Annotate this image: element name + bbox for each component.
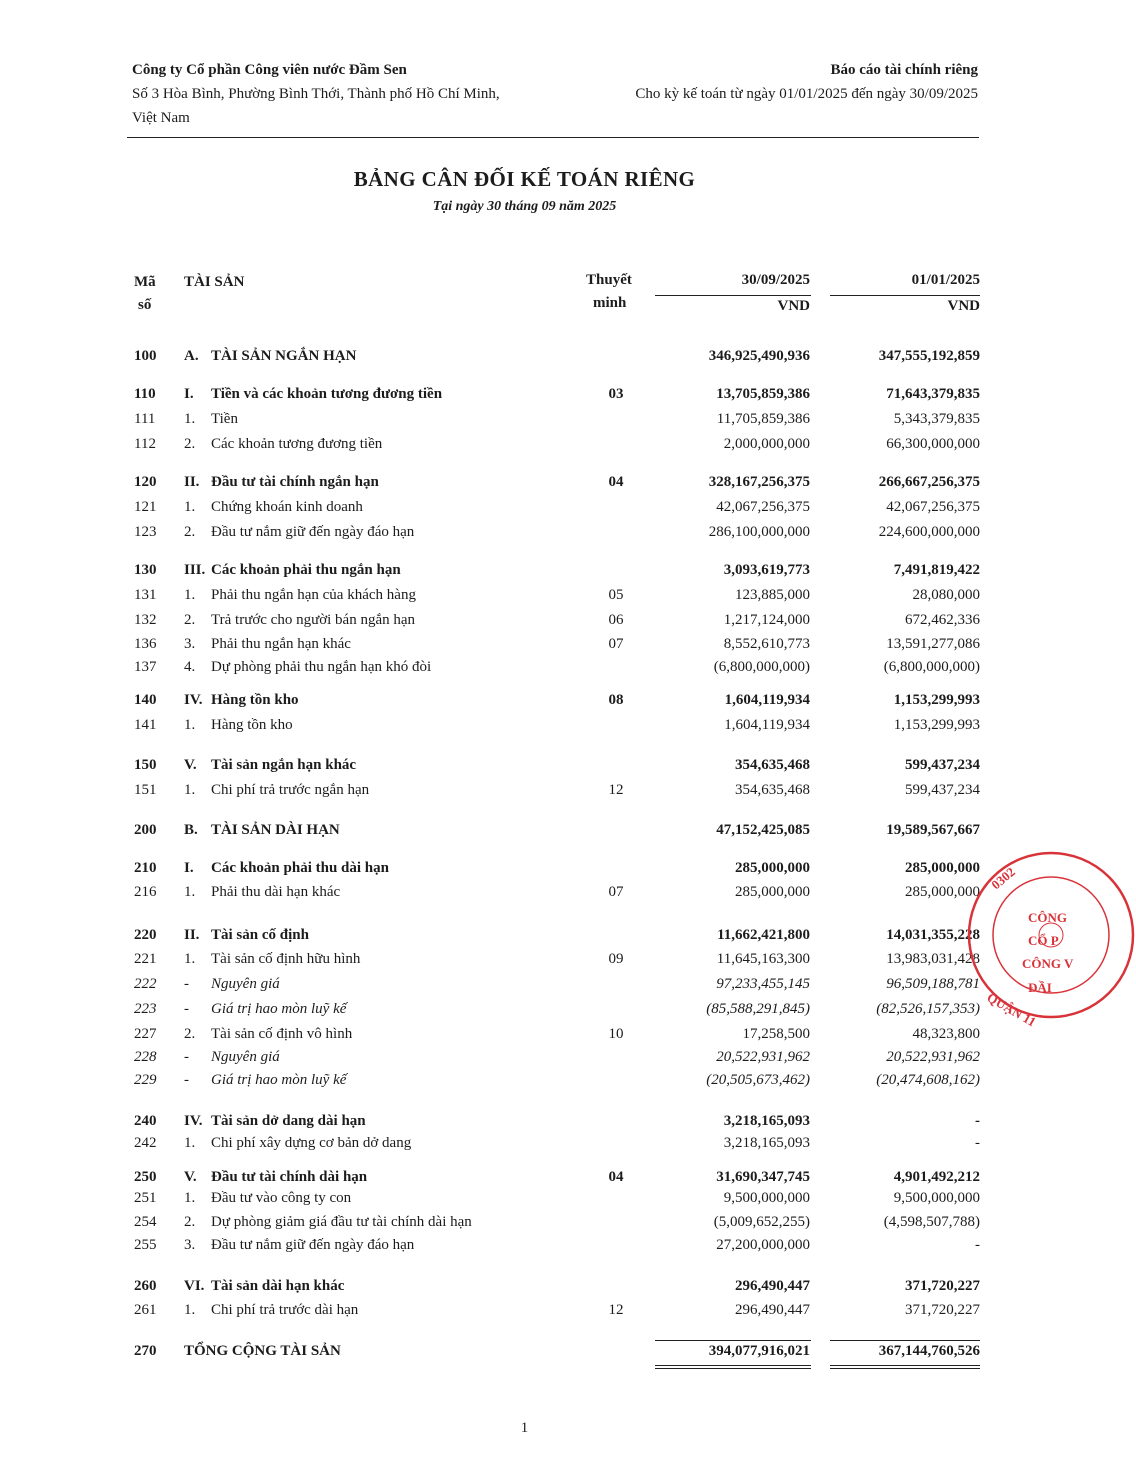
row-code: 255 bbox=[134, 1237, 157, 1253]
total-top-rule-2 bbox=[830, 1340, 980, 1341]
row-code: 254 bbox=[134, 1214, 157, 1230]
row-label: Đầu tư tài chính dài hạn bbox=[211, 1169, 368, 1185]
row-value-period1: 27,200,000,000 bbox=[716, 1237, 810, 1253]
row-value-period1: 11,662,421,800 bbox=[717, 927, 810, 943]
row-code: 130 bbox=[134, 562, 157, 578]
row-code: 141 bbox=[134, 717, 157, 733]
row-label: Dự phòng giảm giá đầu tư tài chính dài hạn bbox=[211, 1214, 472, 1230]
row-index: 1. bbox=[184, 1190, 196, 1206]
table-row bbox=[0, 1299, 1049, 1321]
total-double-rule-2a bbox=[830, 1365, 980, 1366]
table-row bbox=[0, 1132, 1049, 1154]
header-divider bbox=[127, 137, 979, 138]
row-code: 220 bbox=[134, 927, 157, 943]
row-index: 1. bbox=[184, 717, 196, 733]
table-row bbox=[0, 1166, 1049, 1188]
row-index: 4. bbox=[184, 659, 196, 675]
table-row bbox=[0, 656, 1049, 678]
report-type: Báo cáo tài chính riêng bbox=[830, 62, 978, 78]
col-assets-header: TÀI SẢN bbox=[184, 274, 245, 290]
total-top-rule-1 bbox=[655, 1340, 811, 1341]
row-code: 222 bbox=[134, 976, 157, 992]
row-index: 1. bbox=[184, 884, 196, 900]
row-code: 251 bbox=[134, 1190, 157, 1206]
row-value-period1: 285,000,000 bbox=[735, 860, 810, 876]
row-label: TÀI SẢN DÀI HẠN bbox=[211, 822, 340, 838]
row-note: 06 bbox=[608, 612, 624, 628]
row-value-period2: 347,555,192,859 bbox=[878, 348, 980, 364]
table-row bbox=[0, 1275, 1049, 1297]
row-index: 1. bbox=[184, 499, 196, 515]
row-value-period1: 8,552,610,773 bbox=[723, 636, 810, 652]
row-note: 12 bbox=[608, 782, 624, 798]
table-row bbox=[0, 924, 1049, 946]
col-code-header-line2: số bbox=[138, 297, 152, 313]
stamp-text-fragment: CÔNG bbox=[1028, 910, 1067, 925]
row-index: 1. bbox=[184, 951, 196, 967]
row-value-period1: 286,100,000,000 bbox=[708, 524, 810, 540]
row-label: Các khoản tương đương tiền bbox=[211, 436, 383, 452]
table-row bbox=[0, 714, 1049, 736]
row-label: Các khoản phải thu ngắn hạn bbox=[211, 562, 401, 578]
row-value-period2: 71,643,379,835 bbox=[886, 386, 980, 402]
row-value-period2: 371,720,227 bbox=[905, 1278, 980, 1294]
table-row bbox=[0, 1069, 1049, 1091]
total-double-rule-2b bbox=[830, 1368, 980, 1369]
row-value-period1: 9,500,000,000 bbox=[723, 1190, 810, 1206]
table-row bbox=[0, 1110, 1049, 1132]
row-value-period2: 599,437,234 bbox=[905, 757, 980, 773]
row-note: 07 bbox=[608, 884, 624, 900]
row-code: 240 bbox=[134, 1113, 157, 1129]
row-label: Đầu tư vào công ty con bbox=[211, 1190, 352, 1206]
row-note: 04 bbox=[608, 474, 624, 490]
table-row bbox=[0, 609, 1049, 631]
table-row bbox=[0, 973, 1049, 995]
row-value-period1: 328,167,256,375 bbox=[708, 474, 810, 490]
row-value-period1: 123,885,000 bbox=[735, 587, 810, 603]
row-value-period2: 96,509,188,781 bbox=[886, 976, 980, 992]
row-value-period1: 1,604,119,934 bbox=[724, 692, 810, 708]
table-row bbox=[0, 496, 1049, 518]
table-row bbox=[0, 819, 1049, 841]
row-index: 1. bbox=[184, 587, 196, 603]
row-value-period1: 31,690,347,745 bbox=[716, 1169, 810, 1185]
report-period: Cho kỳ kế toán từ ngày 01/01/2025 đến ngày 30/09/2025 bbox=[635, 86, 978, 102]
row-value-period2: 20,522,931,962 bbox=[886, 1049, 980, 1065]
row-value-period2: - bbox=[975, 1113, 980, 1129]
row-label: Nguyên giá bbox=[211, 976, 280, 992]
row-index: II. bbox=[184, 474, 200, 490]
total-double-rule-1a bbox=[655, 1365, 811, 1366]
col-note-header-line1: Thuyết bbox=[586, 272, 632, 288]
table-row bbox=[0, 881, 1049, 903]
row-code: 242 bbox=[134, 1135, 157, 1151]
row-index: IV. bbox=[184, 692, 203, 708]
row-index: 1. bbox=[184, 1135, 196, 1151]
row-index: 1. bbox=[184, 782, 196, 798]
row-value-period2: - bbox=[975, 1237, 980, 1253]
row-index: II. bbox=[184, 927, 200, 943]
row-value-period1: 3,093,619,773 bbox=[723, 562, 810, 578]
row-code: 120 bbox=[134, 474, 157, 490]
stamp-text-fragment: ĐẦI bbox=[1028, 980, 1052, 995]
row-value-period1: 13,705,859,386 bbox=[716, 386, 810, 402]
row-value-period2: 285,000,000 bbox=[905, 860, 980, 876]
row-label: Tài sản cố định hữu hình bbox=[211, 951, 361, 967]
row-value-period2: (82,526,157,353) bbox=[876, 1001, 980, 1017]
row-value-period1: 346,925,490,936 bbox=[708, 348, 810, 364]
row-value-period1: 11,705,859,386 bbox=[716, 411, 810, 427]
col-period1-header: 30/09/2025 bbox=[741, 272, 810, 288]
row-label: Giá trị hao mòn luỹ kế bbox=[211, 1072, 347, 1088]
row-code: 270 bbox=[134, 1343, 157, 1359]
row-label: Phải thu ngắn hạn của khách hàng bbox=[211, 587, 416, 603]
row-code: 100 bbox=[134, 348, 157, 364]
row-value-period2: (6,800,000,000) bbox=[883, 659, 980, 675]
row-index: 2. bbox=[184, 612, 196, 628]
row-code: 221 bbox=[134, 951, 157, 967]
row-code: 229 bbox=[134, 1072, 157, 1088]
row-value-period1: 2,000,000,000 bbox=[723, 436, 810, 452]
row-value-period1: 394,077,916,021 bbox=[708, 1343, 810, 1359]
table-row bbox=[0, 1187, 1049, 1209]
table-row bbox=[0, 345, 1049, 367]
row-value-period1: 285,000,000 bbox=[735, 884, 810, 900]
row-label: TÀI SẢN NGẮN HẠN bbox=[211, 348, 357, 364]
row-code: 223 bbox=[134, 1001, 157, 1017]
row-value-period1: 42,067,256,375 bbox=[716, 499, 810, 515]
total-double-rule-1b bbox=[655, 1368, 811, 1369]
company-seal-stamp bbox=[966, 850, 1136, 1030]
row-code: 131 bbox=[134, 587, 157, 603]
row-index: V. bbox=[184, 1169, 197, 1185]
row-code: 200 bbox=[134, 822, 157, 838]
col-period2-header: 01/01/2025 bbox=[911, 272, 980, 288]
row-label: TỔNG CỘNG TÀI SẢN bbox=[184, 1343, 341, 1359]
row-code: 261 bbox=[134, 1302, 157, 1318]
row-note: 07 bbox=[608, 636, 624, 652]
row-value-period1: 1,217,124,000 bbox=[723, 612, 810, 628]
row-value-period1: (20,505,673,462) bbox=[706, 1072, 810, 1088]
row-value-period2: 371,720,227 bbox=[905, 1302, 980, 1318]
row-value-period1: 3,218,165,093 bbox=[723, 1113, 810, 1129]
col-period1-underline bbox=[655, 295, 811, 296]
row-label: Đầu tư tài chính ngắn hạn bbox=[211, 474, 379, 490]
row-value-period1: 3,218,165,093 bbox=[723, 1135, 810, 1151]
row-label: Trả trước cho người bán ngắn hạn bbox=[211, 612, 416, 628]
row-value-period2: 13,591,277,086 bbox=[886, 636, 980, 652]
row-value-period2: 14,031,355,228 bbox=[886, 927, 980, 943]
document-date: Tại ngày 30 tháng 09 năm 2025 bbox=[432, 199, 617, 214]
table-row bbox=[0, 1046, 1049, 1068]
row-value-period2: 19,589,567,667 bbox=[886, 822, 980, 838]
row-index: - bbox=[184, 1049, 189, 1065]
row-index: V. bbox=[184, 757, 197, 773]
row-value-period2: 1,153,299,993 bbox=[893, 692, 980, 708]
row-index: - bbox=[184, 1072, 189, 1088]
row-label: Tiền và các khoản tương đương tiền bbox=[211, 386, 443, 402]
table-row bbox=[0, 1023, 1049, 1045]
table-row bbox=[0, 521, 1049, 543]
row-label: Đầu tư nắm giữ đến ngày đáo hạn bbox=[211, 1237, 415, 1253]
table-row bbox=[0, 948, 1049, 970]
row-value-period2: 4,901,492,212 bbox=[893, 1169, 980, 1185]
row-code: 121 bbox=[134, 499, 157, 515]
row-index: B. bbox=[184, 822, 198, 838]
row-label: Chi phí trả trước ngắn hạn bbox=[211, 782, 370, 798]
row-value-period1: 354,635,468 bbox=[735, 782, 810, 798]
row-value-period1: 97,233,455,145 bbox=[716, 976, 810, 992]
table-row bbox=[0, 998, 1049, 1020]
row-value-period1: (85,588,291,845) bbox=[706, 1001, 810, 1017]
row-index: 2. bbox=[184, 1214, 196, 1230]
table-row bbox=[0, 471, 1049, 493]
row-note: 05 bbox=[608, 587, 624, 603]
row-index: 2. bbox=[184, 436, 196, 452]
table-row bbox=[0, 857, 1049, 879]
row-code: 227 bbox=[134, 1026, 157, 1042]
row-label: Tài sản ngắn hạn khác bbox=[211, 757, 357, 773]
row-code: 151 bbox=[134, 782, 157, 798]
row-index: IV. bbox=[184, 1113, 203, 1129]
row-value-period1: 1,604,119,934 bbox=[724, 717, 810, 733]
company-name: Công ty Cổ phần Công viên nước Đầm Sen bbox=[132, 62, 407, 78]
row-note: 04 bbox=[608, 1169, 624, 1185]
row-value-period1: 296,490,447 bbox=[735, 1302, 810, 1318]
table-row bbox=[0, 433, 1049, 455]
row-value-period2: 7,491,819,422 bbox=[893, 562, 980, 578]
row-value-period2: - bbox=[975, 1135, 980, 1151]
row-index: 1. bbox=[184, 1302, 196, 1318]
stamp-text-fragment: CỔ P bbox=[1028, 933, 1059, 948]
row-label: Các khoản phải thu dài hạn bbox=[211, 860, 389, 876]
row-index: VI. bbox=[184, 1278, 205, 1294]
row-value-period1: 11,645,163,300 bbox=[716, 951, 810, 967]
table-row bbox=[0, 1234, 1049, 1256]
row-value-period2: 672,462,336 bbox=[905, 612, 980, 628]
row-note: 03 bbox=[608, 386, 624, 402]
row-value-period1: 17,258,500 bbox=[742, 1026, 810, 1042]
table-row bbox=[0, 584, 1049, 606]
table-row bbox=[0, 754, 1049, 776]
row-label: Đầu tư nắm giữ đến ngày đáo hạn bbox=[211, 524, 415, 540]
row-label: Dự phòng phải thu ngắn hạn khó đòi bbox=[211, 659, 432, 675]
row-label: Giá trị hao mòn luỹ kế bbox=[211, 1001, 347, 1017]
row-value-period2: 5,343,379,835 bbox=[893, 411, 980, 427]
row-label: Tài sản dài hạn khác bbox=[211, 1278, 345, 1294]
col-period2-currency: VND bbox=[947, 298, 980, 314]
row-value-period2: 42,067,256,375 bbox=[886, 499, 980, 515]
col-code-header-line1: Mã bbox=[134, 274, 156, 290]
row-code: 260 bbox=[134, 1278, 157, 1294]
row-value-period2: 367,144,760,526 bbox=[878, 1343, 980, 1359]
row-value-period1: 296,490,447 bbox=[735, 1278, 810, 1294]
row-index: 2. bbox=[184, 524, 196, 540]
row-value-period2: 266,667,256,375 bbox=[878, 474, 980, 490]
row-value-period2: 66,300,000,000 bbox=[886, 436, 980, 452]
row-label: Tiền bbox=[211, 411, 238, 427]
row-value-period1: (6,800,000,000) bbox=[713, 659, 810, 675]
col-note-header-line2: minh bbox=[593, 295, 627, 311]
row-label: Hàng tồn kho bbox=[211, 692, 299, 708]
row-label: Tài sản cố định vô hình bbox=[211, 1026, 353, 1042]
row-value-period2: 28,080,000 bbox=[912, 587, 980, 603]
row-index: - bbox=[184, 976, 189, 992]
table-row bbox=[0, 689, 1049, 711]
row-index: 3. bbox=[184, 636, 196, 652]
company-address-line2: Việt Nam bbox=[132, 110, 190, 126]
row-value-period2: 1,153,299,993 bbox=[893, 717, 980, 733]
row-value-period2: 599,437,234 bbox=[905, 782, 980, 798]
col-period2-underline bbox=[830, 295, 980, 296]
row-label: Tài sản dở dang dài hạn bbox=[211, 1113, 366, 1129]
row-label: Tài sản cố định bbox=[211, 927, 309, 943]
row-code: 140 bbox=[134, 692, 157, 708]
table-row bbox=[0, 1340, 1049, 1362]
row-note: 09 bbox=[608, 951, 624, 967]
row-value-period2: 13,983,031,428 bbox=[886, 951, 980, 967]
row-code: 136 bbox=[134, 636, 157, 652]
page-number: 1 bbox=[520, 1420, 529, 1436]
row-code: 250 bbox=[134, 1169, 157, 1185]
row-index: - bbox=[184, 1001, 189, 1017]
row-code: 210 bbox=[134, 860, 157, 876]
row-note: 10 bbox=[608, 1026, 624, 1042]
row-index: 2. bbox=[184, 1026, 196, 1042]
row-value-period2: 48,323,800 bbox=[912, 1026, 980, 1042]
row-code: 110 bbox=[134, 386, 156, 402]
row-code: 132 bbox=[134, 612, 157, 628]
row-label: Phải thu dài hạn khác bbox=[211, 884, 341, 900]
stamp-text-fragment: 0302 bbox=[988, 864, 1018, 893]
row-label: Chứng khoán kinh doanh bbox=[211, 499, 363, 515]
row-code: 111 bbox=[134, 411, 156, 427]
table-row bbox=[0, 383, 1049, 405]
row-code: 123 bbox=[134, 524, 157, 540]
stamp-text-fragment: CÔNG V bbox=[1022, 956, 1074, 971]
col-period1-currency: VND bbox=[777, 298, 810, 314]
row-index: A. bbox=[184, 348, 199, 364]
row-index: 1. bbox=[184, 411, 196, 427]
row-label: Nguyên giá bbox=[211, 1049, 280, 1065]
row-note: 08 bbox=[608, 692, 624, 708]
row-value-period2: 9,500,000,000 bbox=[893, 1190, 980, 1206]
row-label: Chi phí xây dựng cơ bản dở dang bbox=[211, 1135, 412, 1151]
table-row bbox=[0, 559, 1049, 581]
row-code: 112 bbox=[134, 436, 156, 452]
table-row bbox=[0, 1211, 1049, 1233]
table-row bbox=[0, 633, 1049, 655]
table-row bbox=[0, 408, 1049, 430]
row-value-period2: (4,598,507,788) bbox=[883, 1214, 980, 1230]
row-value-period1: 354,635,468 bbox=[735, 757, 810, 773]
row-index: 3. bbox=[184, 1237, 196, 1253]
row-code: 216 bbox=[134, 884, 157, 900]
row-value-period2: (20,474,608,162) bbox=[876, 1072, 980, 1088]
row-value-period2: 285,000,000 bbox=[905, 884, 980, 900]
row-code: 150 bbox=[134, 757, 157, 773]
row-label: Hàng tồn kho bbox=[211, 717, 293, 733]
row-code: 137 bbox=[134, 659, 157, 675]
row-index: III. bbox=[184, 562, 206, 578]
row-label: Phải thu ngắn hạn khác bbox=[211, 636, 351, 652]
document-title: BẢNG CÂN ĐỐI KẾ TOÁN RIÊNG bbox=[353, 167, 696, 191]
row-note: 12 bbox=[608, 1302, 624, 1318]
stamp-text-fragment: QUẬN 11 bbox=[984, 989, 1039, 1030]
row-index: I. bbox=[184, 386, 194, 402]
row-value-period1: 47,152,425,085 bbox=[716, 822, 810, 838]
row-label: Chi phí trả trước dài hạn bbox=[211, 1302, 359, 1318]
row-index: I. bbox=[184, 860, 194, 876]
company-address-line1: Số 3 Hòa Bình, Phường Bình Thới, Thành phố Hồ Chí Minh, bbox=[132, 86, 500, 102]
row-value-period1: (5,009,652,255) bbox=[713, 1214, 810, 1230]
row-code: 228 bbox=[134, 1049, 157, 1065]
table-row bbox=[0, 779, 1049, 801]
row-value-period1: 20,522,931,962 bbox=[716, 1049, 810, 1065]
row-value-period2: 224,600,000,000 bbox=[878, 524, 980, 540]
